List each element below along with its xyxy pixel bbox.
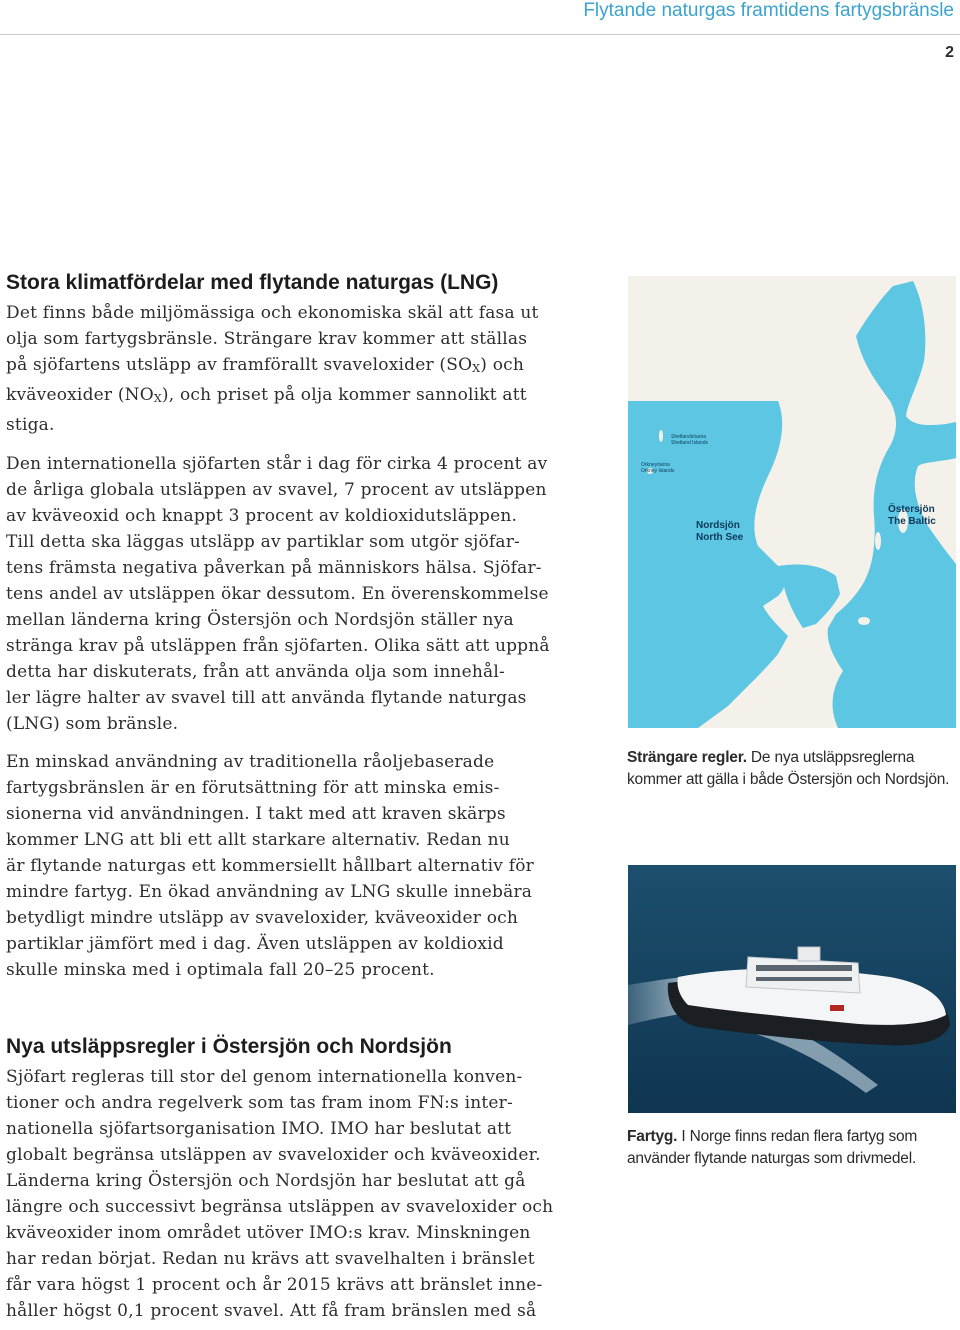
map-label-shetland-sv: Shetlandsöarna bbox=[671, 434, 707, 440]
page-number: 2 bbox=[945, 44, 954, 61]
map-north-sea-baltic bbox=[628, 276, 956, 728]
section-heading-climate: Stora klimatfördelar med flytande naturgas (LNG) bbox=[6, 271, 499, 294]
map-label-baltic-sv: Östersjön bbox=[888, 504, 935, 515]
map-island-bornholm bbox=[858, 617, 870, 625]
map-caption bbox=[627, 747, 957, 791]
map-label-orkney-en: Orkney Islands bbox=[641, 468, 675, 474]
map-island-shetland bbox=[659, 430, 663, 442]
paragraph-intro bbox=[6, 300, 586, 438]
ship-bridge bbox=[798, 947, 820, 961]
map-label-north-sea-sv: Nordsjön bbox=[696, 520, 740, 531]
running-title: Flytande naturgas framtidens fartygsbränsle bbox=[583, 0, 954, 21]
map-label-north-sea-en: North See bbox=[696, 532, 744, 543]
paragraph-lng-alternative: En minskad användning av traditionella råoljebaserade fartygsbränslen är en förutsättning för att minska emis- sionerna vid användningen. I takt med att kraven skärps kommer LNG att bli ett allt starkare alternativ. Redan nu är flytande naturgas ett kommersiellt hållbart alternativ för mindre fartyg. En ökad användning av LNG skulle innebära betydligt mindre utsläpp av svaveloxider, kväveoxider och partiklar jämfört med i dag. Även utsläppen av koldioxid skulle minska med i optimala fall 20–25 procent. bbox=[6, 752, 534, 980]
paragraph-intro-part2: ) och kväveoxider (NO bbox=[6, 355, 525, 405]
ship-red-marking bbox=[830, 1005, 844, 1011]
map-caption-text: De nya utsläppsreglerna kommer att gälla i både Östersjön och Nordsjön. bbox=[627, 749, 950, 788]
section-regulations bbox=[6, 1034, 586, 1324]
map-label-shetland-en: Shetland Islands bbox=[671, 440, 708, 446]
ship-caption-text: I Norge finns redan flera fartyg som använder flytande naturgas som drivmedel. bbox=[627, 1128, 918, 1167]
header-rule bbox=[0, 34, 960, 35]
subscript-x-nox: X bbox=[153, 392, 162, 405]
map-label-orkney-sv: Orkneyöarna bbox=[641, 462, 670, 468]
ship-windows-lower bbox=[756, 977, 852, 981]
ship-photo bbox=[628, 865, 956, 1113]
map-label-baltic-en: The Baltic bbox=[888, 516, 936, 527]
map-caption-title: Strängare regler. bbox=[627, 749, 747, 766]
paragraph-intro-part3: ), och priset på olja kommer sannolikt att stiga. bbox=[6, 385, 527, 435]
ship-caption bbox=[627, 1126, 957, 1170]
paragraph-imo: Sjöfart regleras till stor del genom internationella konven- tioner och andra regelverk som tas fram inom FN:s inter- nationella sjöfartsorganisation IMO. IMO har beslutat att globalt begränsa utsläppen av svaveloxider och kväveoxider. Länderna kring Östersjön och Nordsjön har beslutat att gå längre och successivt begränsa utsläppen av svaveloxider och kväveoxider inom området utöver IMO:s krav. Minskningen har redan börjat. Redan nu krävs att svavelhalten i bränslet får vara högst 1 procent och år 2015 krävs att bränslet inne- håller högst 0,1 procent svavel. Att få fram bränslen med så bbox=[6, 1067, 554, 1321]
section-heading-regulations: Nya utsläppsregler i Östersjön och Nordsjön bbox=[6, 1035, 452, 1058]
section-climate bbox=[6, 270, 586, 983]
ship-windows-upper bbox=[756, 965, 852, 971]
ship-caption-title: Fartyg. bbox=[627, 1128, 678, 1145]
subscript-x-sox: X bbox=[472, 362, 481, 375]
map-island-oland bbox=[875, 532, 881, 550]
paragraph-emissions: Den internationella sjöfarten står i dag för cirka 4 procent av de årliga globala utsläppen av svavel, 7 procent av utsläppen av kväveoxid och knappt 3 procent av koldioxidutsläppen. Till detta ska läggas utsläpp av partiklar som utgör sjöfar- tens främsta negativa påverkan på människors hälsa. Sjöfar- tens andel av utsläppen ökar dessutom. En överenskommelse mellan länderna kring Östersjön och Nordsjön ställer nya stränga krav på utsläppen från sjöfarten. Olika sätt att uppnå detta har diskuterats, från att använda olja som innehål- ler lägre halter av svavel till att använda flytande naturgas (LNG) som bränsle. bbox=[6, 454, 550, 734]
paragraph-intro-part1: Det finns både miljömässiga och ekonomiska skäl att fasa ut olja som fartygsbränsle. Strängare krav kommer att ställas på sjöfartens utsläpp av framförallt svaveloxider (SO bbox=[6, 303, 539, 375]
ship-superstructure bbox=[746, 957, 860, 993]
